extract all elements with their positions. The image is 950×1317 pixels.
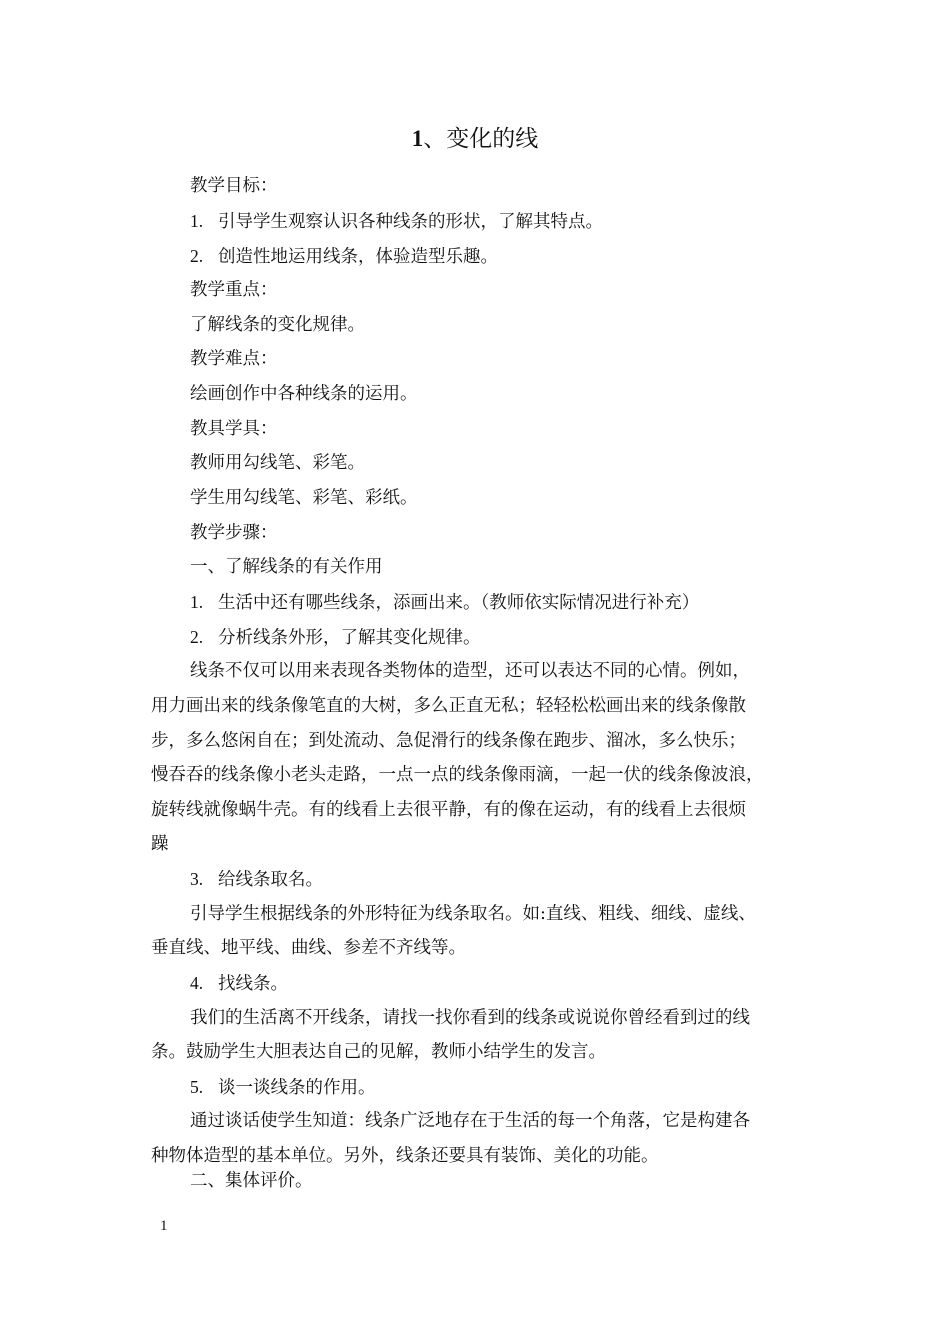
paragraph-line: 用力画出来的线条像笔直的大树，多么正直无私；轻轻松松画出来的线条像散	[151, 696, 746, 716]
document-title	[0, 122, 950, 156]
heading-steps: 教学步骤：	[190, 523, 278, 543]
list-item: 2. 创造性地运用线条，体验造型乐趣。	[190, 246, 498, 267]
page-number: 1	[160, 1218, 168, 1234]
section-heading-2: 二、集体评价。	[190, 1171, 313, 1191]
paragraph-line: 引导学生根据线条的外形特征为线条取名。如:直线、粗线、细线、虚线、	[190, 904, 756, 924]
heading-materials: 教具学具：	[190, 419, 278, 439]
paragraph-line: 线条不仅可以用来表现各类物体的造型，还可以表达不同的心情。例如，	[190, 661, 750, 681]
title-text: 、变化的线	[423, 126, 539, 152]
paragraph-line: 旋转线就像蜗牛壳。有的线看上去很平静，有的像在运动，有的线看上去很烦	[151, 800, 746, 820]
list-item: 2. 分析线条外形，了解其变化规律。	[190, 627, 481, 648]
section-heading-1: 一、了解线条的有关作用	[190, 557, 383, 577]
paragraph-line: 种物体造型的基本单位。另外，线条还要具有装饰、美化的功能。	[151, 1146, 659, 1166]
list-item: 4. 找线条。	[190, 973, 288, 994]
heading-difficulties: 教学难点：	[190, 349, 278, 369]
title-number: 1	[411, 126, 424, 151]
heading-key-points: 教学重点：	[190, 280, 278, 300]
paragraph: 学生用勾线笔、彩笔、彩纸。	[190, 488, 418, 508]
paragraph: 教师用勾线笔、彩笔。	[190, 453, 365, 473]
paragraph-line: 躁	[151, 834, 169, 854]
paragraph-line: 通过谈话使学生知道：线条广泛地存在于生活的每一个角落，它是构建各	[190, 1111, 750, 1131]
paragraph: 绘画创作中各种线条的运用。	[190, 384, 418, 404]
list-item: 3. 给线条取名。	[190, 869, 323, 890]
list-item: 1. 生活中还有哪些线条，添画出来。（教师依实际情况进行补充）	[190, 592, 700, 613]
paragraph-line: 条。鼓励学生大胆表达自己的见解，教师小结学生的发言。	[151, 1042, 606, 1062]
paragraph-line: 步，多么悠闲自在；到处流动、急促滑行的线条像在跑步、溜冰，多么快乐；	[151, 731, 746, 751]
heading-objectives: 教学目标：	[190, 176, 278, 196]
paragraph-line: 慢吞吞的线条像小老头走路，一点一点的线条像雨滴，一起一伏的线条像波浪，	[151, 765, 764, 785]
paragraph-line: 我们的生活离不开线条，请找一找你看到的线条或说说你曾经看到过的线	[190, 1008, 750, 1028]
list-item: 5. 谈一谈线条的作用。	[190, 1077, 376, 1098]
paragraph-line: 垂直线、地平线、曲线、参差不齐线等。	[151, 938, 466, 958]
paragraph: 了解线条的变化规律。	[190, 315, 365, 335]
list-item: 1. 引导学生观察认识各种线条的形状，了解其特点。	[190, 211, 603, 232]
